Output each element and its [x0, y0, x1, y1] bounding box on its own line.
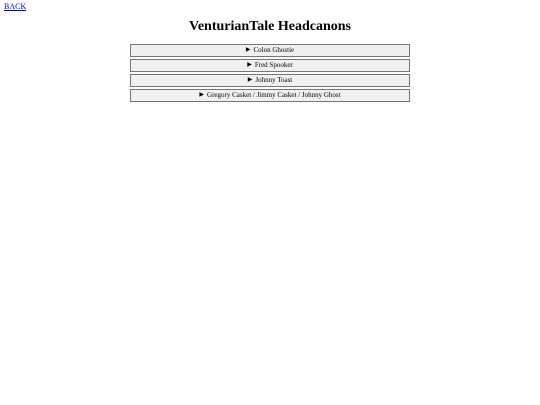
page-title: VenturianTale Headcanons: [189, 19, 351, 34]
back-link[interactable]: BACK: [4, 2, 27, 11]
section-label: Johnny Toast: [255, 76, 293, 84]
section-fred-spooker[interactable]: [130, 59, 410, 72]
section-label: Colon Ghostie: [253, 46, 295, 54]
section-colon-ghostie[interactable]: [130, 44, 410, 57]
triangle-right-icon: ▶: [199, 92, 205, 98]
triangle-right-icon: ▶: [247, 77, 253, 83]
section-label: Gregory Casket / Jimmy Casket / Johnny Ghost: [207, 91, 341, 99]
triangle-right-icon: ▶: [245, 47, 251, 53]
headcanon-sections: [130, 44, 410, 104]
triangle-right-icon: ▶: [247, 62, 252, 68]
section-label: Fred Spooker: [254, 61, 293, 69]
section-johnny-toast[interactable]: [130, 74, 410, 87]
section-casket-ghost[interactable]: [130, 89, 410, 102]
